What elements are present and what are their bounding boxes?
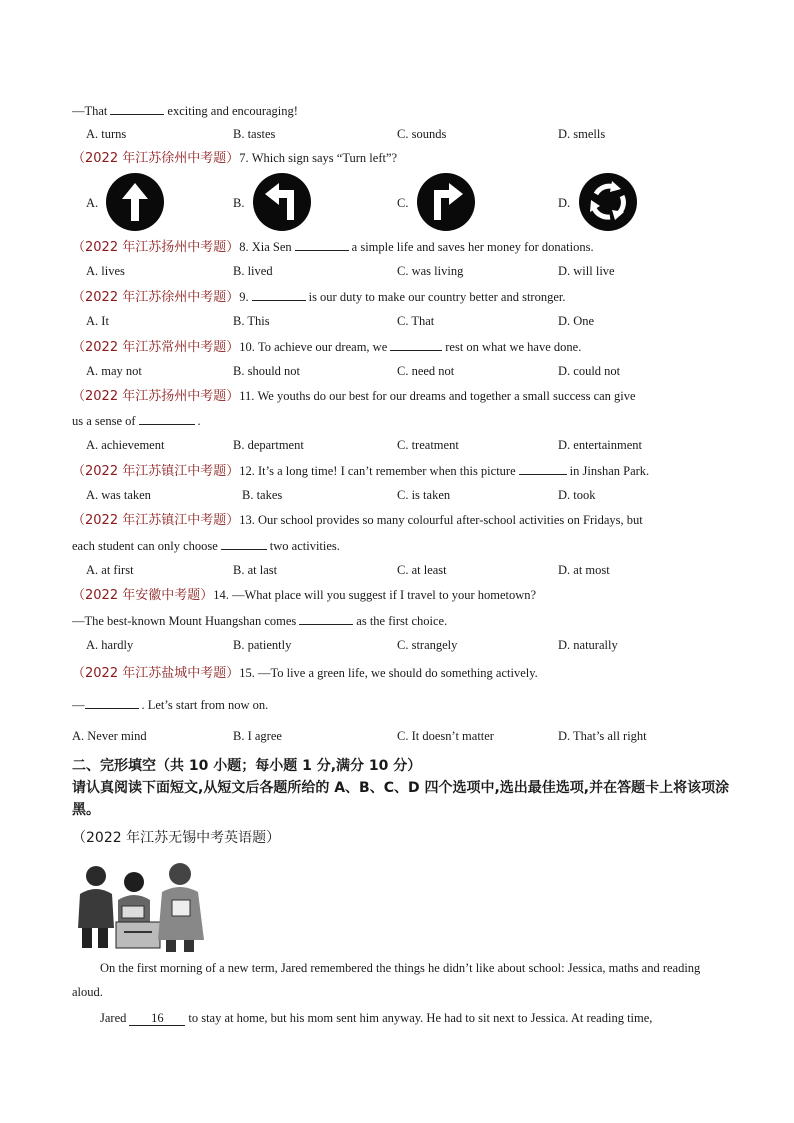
answer-blank	[390, 338, 442, 351]
option-a: A. was taken	[86, 488, 151, 502]
option-b: B. This	[233, 314, 270, 328]
option-b: B. should not	[233, 364, 301, 378]
q11-stem: （2022 年江苏扬州中考题）11. We youths do our best for our dreams and together a small success can give	[72, 389, 636, 404]
q14-stem: （2022 年安徽中考题）14. —What place will you suggest if I travel to your hometown?	[72, 588, 537, 603]
option-b: B. lived	[233, 264, 273, 278]
option-a: A. It	[86, 314, 109, 328]
option-b: B. at last	[233, 563, 278, 577]
q14-stem-cont: —The best-known Mount Huangshan comes as the first choice.	[72, 614, 448, 628]
turn-right-sign-icon	[416, 172, 476, 232]
q13-stem-cont: each student can only choose two activities.	[72, 539, 340, 553]
option-d: D.	[558, 196, 571, 210]
option-d: D. could not	[558, 364, 621, 378]
q11-stem-cont: us a sense of .	[72, 414, 201, 428]
option-a: A. may not	[86, 364, 142, 378]
option-d: D. at most	[558, 563, 610, 577]
option-c: C. need not	[397, 364, 455, 378]
option-c: C. treatment	[397, 438, 459, 452]
question-source: （2022 年江苏镇江中考题）	[72, 464, 240, 479]
option-a: A. at first	[86, 563, 134, 577]
option-d: D. That’s all right	[558, 729, 647, 743]
option-b: B. department	[233, 438, 304, 452]
question-source: （2022 年江苏镇江中考题）	[72, 513, 240, 528]
turn-left-sign-icon	[252, 172, 312, 232]
q6-stem: —That exciting and encouraging!	[72, 104, 298, 118]
option-a: A. lives	[86, 264, 125, 278]
option-a: A. hardly	[86, 638, 134, 652]
option-b: B. patiently	[233, 638, 292, 652]
option-c: C. strangely	[397, 638, 458, 652]
answer-blank	[295, 238, 349, 251]
option-d: D. entertainment	[558, 438, 642, 452]
answer-blank	[110, 102, 164, 115]
q10-stem: （2022 年江苏常州中考题）10. To achieve our dream, we rest on what we have done.	[72, 340, 582, 355]
answer-blank	[85, 696, 139, 709]
option-d: D. will live	[558, 264, 615, 278]
passage-paragraph-1: On the first morning of a new term, Jared remembered the things he didn’t like about school: Jessica, maths and reading aloud.	[72, 961, 701, 999]
option-a: A. achievement	[86, 438, 165, 452]
passage-paragraph-2: Jared 16 to stay at home, but his mom sent him anyway. He had to sit next to Jessica. At reading time,	[100, 1011, 653, 1025]
option-c: C. That	[397, 314, 435, 328]
option-d: D. naturally	[558, 638, 618, 652]
option-a: A. Never mind	[72, 729, 147, 743]
option-c: C. sounds	[397, 127, 447, 141]
answer-blank	[299, 612, 353, 625]
option-c: C. at least	[397, 563, 447, 577]
option-d: D. One	[558, 314, 595, 328]
arrow-up-sign-icon	[105, 172, 165, 232]
option-c: C.	[397, 196, 409, 210]
roundabout-sign-icon	[578, 172, 638, 232]
question-source: （2022 年江苏扬州中考题）	[72, 389, 240, 404]
option-a: A. turns	[86, 127, 127, 141]
option-d: D. took	[558, 488, 596, 502]
cloze-blank-16: 16	[129, 1011, 185, 1026]
q8-stem: （2022 年江苏扬州中考题）8. Xia Sen a simple life and saves her money for donations.	[72, 240, 594, 255]
question-source: （2022 年安徽中考题）	[72, 588, 214, 603]
option-d: D. smells	[558, 127, 606, 141]
option-b: B. I agree	[233, 729, 282, 743]
option-c: C. It doesn’t matter	[397, 729, 494, 743]
option-b: B. takes	[242, 488, 283, 502]
section-title: 二、完形填空（共 10 小题；每小题 1 分,满分 10 分）	[72, 758, 422, 774]
q7-stem: （2022 年江苏徐州中考题）7. Which sign says “Turn left”?	[72, 151, 398, 166]
question-source: （2022 年江苏盐城中考题）	[72, 666, 240, 681]
q12-stem: （2022 年江苏镇江中考题）12. It’s a long time! I can’t remember when this picture in Jinshan Park.	[72, 464, 650, 479]
q15-stem: （2022 年江苏盐城中考题）15. —To live a green life, we should do something actively.	[72, 666, 538, 681]
q9-stem: （2022 年江苏徐州中考题）9. is our duty to make our country better and stronger.	[72, 290, 566, 305]
option-c: C. was living	[397, 264, 464, 278]
option-b: B. tastes	[233, 127, 276, 141]
question-source: （2022 年江苏徐州中考题）	[72, 151, 240, 166]
question-source: （2022 年江苏徐州中考题）	[72, 290, 240, 305]
question-source: （2022 年江苏扬州中考题）	[72, 240, 240, 255]
question-source: （2022 年江苏常州中考题）	[72, 340, 240, 355]
answer-blank	[221, 537, 267, 550]
option-a: A.	[86, 196, 99, 210]
passage-source: （2022 年江苏无锡中考英语题）	[72, 830, 281, 846]
section-instruction: 请认真阅读下面短文,从短文后各题所给的 A、B、C、D 四个选项中,选出最佳选项,并在答题卡上将该项涂黑。	[72, 780, 730, 818]
option-c: C. is taken	[397, 488, 451, 502]
answer-blank	[519, 462, 567, 475]
q15-stem-cont: — . Let’s start from now on.	[72, 698, 269, 712]
answer-blank	[252, 288, 306, 301]
answer-blank	[139, 412, 195, 425]
q13-stem: （2022 年江苏镇江中考题）13. Our school provides so many colourful after-school activities on Fridays, but	[72, 513, 643, 528]
option-b: B.	[233, 196, 245, 210]
classroom-illustration	[72, 858, 214, 954]
